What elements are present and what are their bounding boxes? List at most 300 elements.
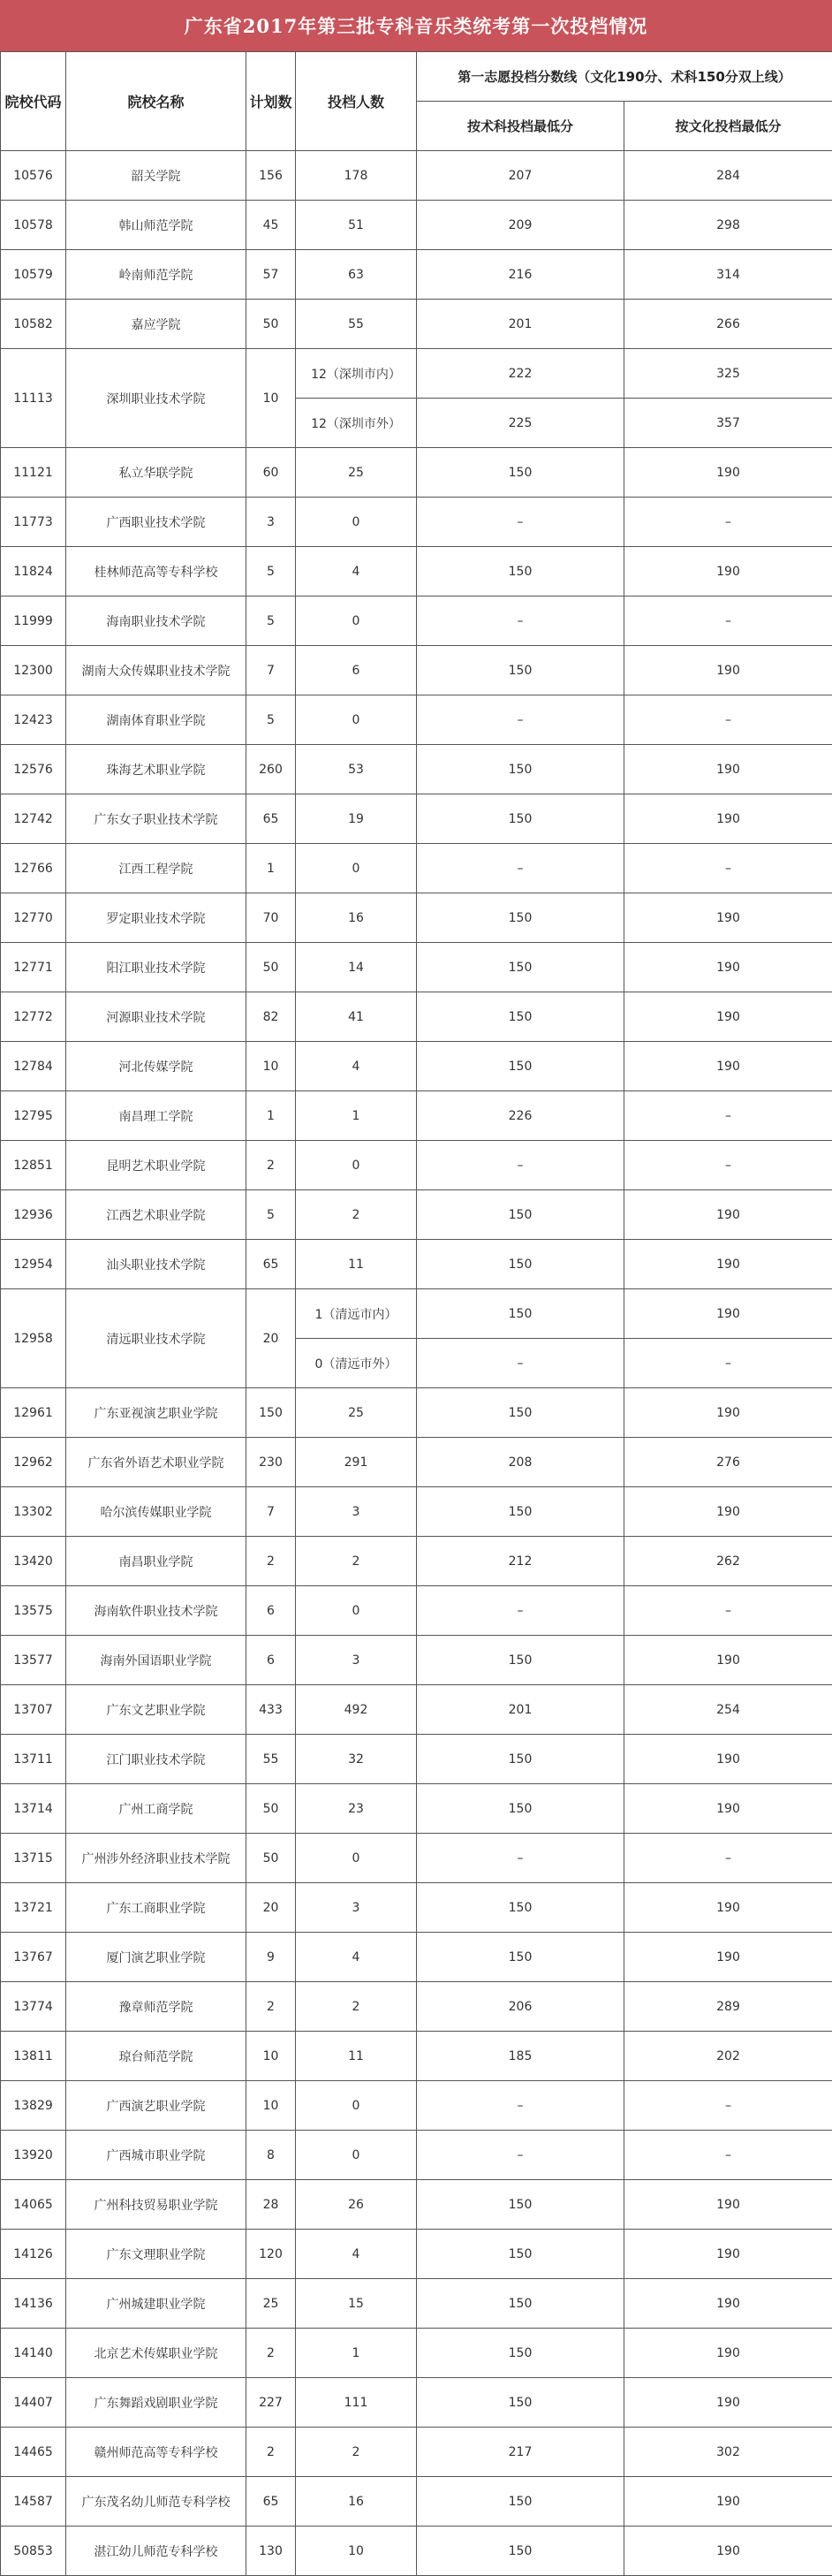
cell-skill-min: 150 (417, 2477, 624, 2527)
cell-count: 178 (296, 151, 417, 201)
cell-plan: 82 (246, 992, 296, 1042)
cell-count: 2 (296, 2428, 417, 2477)
cell-code: 10582 (1, 300, 66, 349)
cell-count: 55 (296, 300, 417, 349)
cell-plan: 130 (246, 2527, 296, 2576)
cell-count: 2 (296, 1190, 417, 1240)
cell-plan: 433 (246, 1685, 296, 1735)
cell-code: 12576 (1, 745, 66, 794)
cell-skill-min: 201 (417, 1685, 624, 1735)
cell-skill-min: 150 (417, 1735, 624, 1784)
cell-plan: 65 (246, 1240, 296, 1289)
cell-culture-min: – (624, 1339, 832, 1388)
cell-culture-min: 190 (624, 2527, 832, 2576)
cell-plan: 70 (246, 893, 296, 943)
cell-culture-min: – (624, 695, 832, 745)
cell-code: 11113 (1, 349, 66, 448)
cell-culture-min: 190 (624, 1289, 832, 1339)
cell-skill-min: 150 (417, 646, 624, 695)
cell-plan: 28 (246, 2180, 296, 2230)
cell-culture-min: 190 (624, 1388, 832, 1438)
table-row (1, 498, 832, 547)
cell-code: 11773 (1, 498, 66, 547)
cell-count: 25 (296, 1388, 417, 1438)
cell-plan: 6 (246, 1636, 296, 1685)
cell-name: 阳江职业技术学院 (66, 943, 246, 992)
cell-count: 16 (296, 893, 417, 943)
table-row (1, 1883, 832, 1933)
cell-plan: 10 (246, 2032, 296, 2081)
table-row (1, 1190, 832, 1240)
cell-count: 0 (296, 844, 417, 893)
cell-code: 12958 (1, 1289, 66, 1388)
table-row (1, 893, 832, 943)
cell-count: 32 (296, 1735, 417, 1784)
cell-name: 海南软件职业技术学院 (66, 1586, 246, 1636)
cell-culture-min: 190 (624, 893, 832, 943)
cell-code: 12766 (1, 844, 66, 893)
header-score-group: 第一志愿投档分数线（文化190分、术科150分双上线） (417, 52, 832, 102)
cell-skill-min: – (417, 2081, 624, 2131)
cell-skill-min: 150 (417, 992, 624, 1042)
cell-culture-min: – (624, 2131, 832, 2180)
cell-count: 14 (296, 943, 417, 992)
cell-culture-min: 289 (624, 1982, 832, 2032)
cell-count: 19 (296, 794, 417, 844)
cell-culture-min: 298 (624, 201, 832, 250)
cell-plan: 50 (246, 300, 296, 349)
cell-culture-min: 190 (624, 1636, 832, 1685)
table-row (1, 1240, 832, 1289)
cell-skill-min: 150 (417, 2279, 624, 2329)
cell-skill-min: 150 (417, 2230, 624, 2279)
cell-name: 南昌理工学院 (66, 1091, 246, 1141)
cell-code: 12962 (1, 1438, 66, 1487)
cell-plan: 156 (246, 151, 296, 201)
cell-code: 12771 (1, 943, 66, 992)
cell-code: 12784 (1, 1042, 66, 1091)
table-row (1, 1438, 832, 1487)
header-skill-min: 按术科投档最低分 (417, 102, 624, 151)
cell-code: 14587 (1, 2477, 66, 2527)
cell-name: 韶关学院 (66, 151, 246, 201)
cell-plan: 2 (246, 2428, 296, 2477)
cell-name: 赣州师范高等专科学校 (66, 2428, 246, 2477)
cell-count: 4 (296, 1933, 417, 1982)
cell-culture-min: – (624, 2081, 832, 2131)
cell-plan: 7 (246, 1487, 296, 1537)
cell-skill-min: 209 (417, 201, 624, 250)
cell-name: 海南外国语职业学院 (66, 1636, 246, 1685)
cell-count: 4 (296, 547, 417, 597)
cell-plan: 9 (246, 1933, 296, 1982)
header-plan: 计划数 (246, 52, 296, 151)
cell-count: 1 (296, 1091, 417, 1141)
header-code: 院校代码 (1, 52, 66, 151)
cell-culture-min: – (624, 844, 832, 893)
cell-code: 13715 (1, 1834, 66, 1883)
cell-count: 16 (296, 2477, 417, 2527)
cell-count: 41 (296, 992, 417, 1042)
cell-skill-min: 150 (417, 1636, 624, 1685)
cell-count: 0 (296, 2081, 417, 2131)
cell-culture-min: 254 (624, 1685, 832, 1735)
cell-skill-min: 207 (417, 151, 624, 201)
cell-count: 11 (296, 2032, 417, 2081)
table-row (1, 2428, 832, 2477)
cell-skill-min: 150 (417, 1487, 624, 1537)
cell-plan: 1 (246, 844, 296, 893)
table-row (1, 1487, 832, 1537)
table-row (1, 2329, 832, 2378)
cell-name: 广西演艺职业学院 (66, 2081, 246, 2131)
cell-skill-min: 216 (417, 250, 624, 300)
cell-name: 广州涉外经济职业技术学院 (66, 1834, 246, 1883)
cell-culture-min: – (624, 597, 832, 646)
cell-code: 14465 (1, 2428, 66, 2477)
admission-table (0, 51, 832, 2576)
cell-code: 12742 (1, 794, 66, 844)
cell-plan: 10 (246, 349, 296, 448)
cell-plan: 10 (246, 1042, 296, 1091)
cell-code: 14407 (1, 2378, 66, 2428)
cell-culture-min: 266 (624, 300, 832, 349)
cell-name: 广州科技贸易职业学院 (66, 2180, 246, 2230)
table-row (1, 695, 832, 745)
cell-name: 珠海艺术职业学院 (66, 745, 246, 794)
cell-skill-min: – (417, 1141, 624, 1190)
cell-count: 12（深圳市外） (296, 399, 417, 448)
table-row (1, 2230, 832, 2279)
cell-count: 0 (296, 1141, 417, 1190)
cell-count: 23 (296, 1784, 417, 1834)
table-row (1, 349, 832, 399)
cell-culture-min: 190 (624, 2230, 832, 2279)
table-row (1, 1735, 832, 1784)
cell-code: 13774 (1, 1982, 66, 2032)
cell-plan: 3 (246, 498, 296, 547)
cell-code: 10576 (1, 151, 66, 201)
cell-culture-min: 190 (624, 2378, 832, 2428)
cell-skill-min: 150 (417, 1933, 624, 1982)
header-count: 投档人数 (296, 52, 417, 151)
cell-name: 桂林师范高等专科学校 (66, 547, 246, 597)
cell-culture-min: 190 (624, 1883, 832, 1933)
cell-code: 12300 (1, 646, 66, 695)
cell-name: 广东舞蹈戏剧职业学院 (66, 2378, 246, 2428)
cell-plan: 45 (246, 201, 296, 250)
cell-count: 15 (296, 2279, 417, 2329)
cell-code: 14126 (1, 2230, 66, 2279)
cell-plan: 20 (246, 1289, 296, 1388)
cell-skill-min: 201 (417, 300, 624, 349)
cell-count: 6 (296, 646, 417, 695)
cell-code: 13577 (1, 1636, 66, 1685)
cell-count: 0 (296, 597, 417, 646)
table-row (1, 844, 832, 893)
cell-count: 3 (296, 1636, 417, 1685)
cell-culture-min: 190 (624, 2180, 832, 2230)
cell-code: 14136 (1, 2279, 66, 2329)
cell-code: 12423 (1, 695, 66, 745)
cell-plan: 5 (246, 547, 296, 597)
cell-code: 11121 (1, 448, 66, 498)
cell-skill-min: 150 (417, 448, 624, 498)
cell-count: 51 (296, 201, 417, 250)
cell-plan: 5 (246, 597, 296, 646)
cell-name: 嘉应学院 (66, 300, 246, 349)
cell-code: 12954 (1, 1240, 66, 1289)
cell-skill-min: 150 (417, 1784, 624, 1834)
cell-count: 1（清远市内） (296, 1289, 417, 1339)
cell-skill-min: 225 (417, 399, 624, 448)
cell-name: 韩山师范学院 (66, 201, 246, 250)
cell-code: 13829 (1, 2081, 66, 2131)
cell-count: 63 (296, 250, 417, 300)
cell-skill-min: 206 (417, 1982, 624, 2032)
cell-plan: 8 (246, 2131, 296, 2180)
cell-culture-min: 190 (624, 1933, 832, 1982)
cell-count: 2 (296, 1537, 417, 1586)
cell-code: 12772 (1, 992, 66, 1042)
cell-name: 私立华联学院 (66, 448, 246, 498)
cell-culture-min: – (624, 1091, 832, 1141)
table-row (1, 1388, 832, 1438)
cell-code: 11999 (1, 597, 66, 646)
cell-plan: 57 (246, 250, 296, 300)
cell-culture-min: 357 (624, 399, 832, 448)
table-row (1, 2279, 832, 2329)
table-row (1, 1933, 832, 1982)
cell-culture-min: 262 (624, 1537, 832, 1586)
cell-name: 广东茂名幼儿师范专科学校 (66, 2477, 246, 2527)
cell-skill-min: – (417, 597, 624, 646)
cell-name: 南昌职业学院 (66, 1537, 246, 1586)
cell-count: 111 (296, 2378, 417, 2428)
cell-name: 广东文理职业学院 (66, 2230, 246, 2279)
cell-count: 12（深圳市内） (296, 349, 417, 399)
cell-skill-min: 150 (417, 547, 624, 597)
cell-culture-min: – (624, 1834, 832, 1883)
cell-count: 0 (296, 1834, 417, 1883)
cell-skill-min: 222 (417, 349, 624, 399)
cell-skill-min: 150 (417, 2527, 624, 2576)
cell-count: 0 (296, 2131, 417, 2180)
cell-code: 12795 (1, 1091, 66, 1141)
cell-plan: 20 (246, 1883, 296, 1933)
cell-skill-min: – (417, 695, 624, 745)
cell-skill-min: 150 (417, 2378, 624, 2428)
cell-plan: 120 (246, 2230, 296, 2279)
table-row (1, 597, 832, 646)
cell-code: 12961 (1, 1388, 66, 1438)
table-row (1, 1141, 832, 1190)
cell-plan: 1 (246, 1091, 296, 1141)
cell-skill-min: 150 (417, 1042, 624, 1091)
cell-count: 0 (296, 695, 417, 745)
cell-name: 昆明艺术职业学院 (66, 1141, 246, 1190)
cell-culture-min: 190 (624, 2279, 832, 2329)
cell-plan: 2 (246, 1537, 296, 1586)
cell-name: 广东文艺职业学院 (66, 1685, 246, 1735)
cell-count: 3 (296, 1883, 417, 1933)
cell-name: 广州城建职业学院 (66, 2279, 246, 2329)
cell-plan: 230 (246, 1438, 296, 1487)
cell-culture-min: 190 (624, 1487, 832, 1537)
cell-culture-min: 190 (624, 2329, 832, 2378)
cell-name: 岭南师范学院 (66, 250, 246, 300)
cell-skill-min: 150 (417, 745, 624, 794)
cell-skill-min: 212 (417, 1537, 624, 1586)
cell-name: 厦门演艺职业学院 (66, 1933, 246, 1982)
cell-culture-min: 276 (624, 1438, 832, 1487)
cell-name: 哈尔滨传媒职业学院 (66, 1487, 246, 1537)
cell-count: 0 (296, 498, 417, 547)
cell-count: 3 (296, 1487, 417, 1537)
cell-culture-min: 190 (624, 794, 832, 844)
cell-skill-min: 150 (417, 1240, 624, 1289)
cell-skill-min: 226 (417, 1091, 624, 1141)
cell-plan: 50 (246, 1834, 296, 1883)
cell-culture-min: 190 (624, 1240, 832, 1289)
cell-culture-min: – (624, 1141, 832, 1190)
cell-skill-min: 208 (417, 1438, 624, 1487)
cell-name: 深圳职业技术学院 (66, 349, 246, 448)
cell-code: 13420 (1, 1537, 66, 1586)
cell-name: 广东女子职业技术学院 (66, 794, 246, 844)
table-row (1, 1042, 832, 1091)
table-row (1, 1289, 832, 1339)
cell-culture-min: 190 (624, 646, 832, 695)
cell-skill-min: 150 (417, 1289, 624, 1339)
cell-name: 汕头职业技术学院 (66, 1240, 246, 1289)
cell-code: 10578 (1, 201, 66, 250)
cell-plan: 6 (246, 1586, 296, 1636)
cell-count: 4 (296, 2230, 417, 2279)
cell-culture-min: 202 (624, 2032, 832, 2081)
cell-culture-min: 314 (624, 250, 832, 300)
cell-plan: 227 (246, 2378, 296, 2428)
cell-count: 2 (296, 1982, 417, 2032)
cell-count: 26 (296, 2180, 417, 2230)
table-row (1, 1982, 832, 2032)
table-row (1, 1784, 832, 1834)
cell-code: 13302 (1, 1487, 66, 1537)
cell-culture-min: 190 (624, 1190, 832, 1240)
cell-name: 广西城市职业学院 (66, 2131, 246, 2180)
cell-plan: 50 (246, 1784, 296, 1834)
cell-culture-min: 190 (624, 943, 832, 992)
table-row (1, 1636, 832, 1685)
cell-code: 11824 (1, 547, 66, 597)
cell-name: 河北传媒学院 (66, 1042, 246, 1091)
cell-culture-min: 190 (624, 547, 832, 597)
cell-plan: 65 (246, 2477, 296, 2527)
cell-culture-min: – (624, 498, 832, 547)
cell-name: 湖南大众传媒职业技术学院 (66, 646, 246, 695)
cell-skill-min: 150 (417, 1388, 624, 1438)
cell-name: 琼台师范学院 (66, 2032, 246, 2081)
table-row (1, 151, 832, 201)
cell-name: 广东亚视演艺职业学院 (66, 1388, 246, 1438)
cell-name: 广东工商职业学院 (66, 1883, 246, 1933)
header-row (1, 52, 832, 102)
cell-code: 13575 (1, 1586, 66, 1636)
cell-name: 湖南体育职业学院 (66, 695, 246, 745)
cell-culture-min: 190 (624, 1784, 832, 1834)
cell-culture-min: 190 (624, 1735, 832, 1784)
cell-culture-min: 190 (624, 2477, 832, 2527)
cell-code: 12770 (1, 893, 66, 943)
table-row (1, 547, 832, 597)
cell-plan: 55 (246, 1735, 296, 1784)
cell-plan: 5 (246, 695, 296, 745)
cell-plan: 5 (246, 1190, 296, 1240)
cell-code: 14065 (1, 2180, 66, 2230)
cell-skill-min: 217 (417, 2428, 624, 2477)
cell-code: 10579 (1, 250, 66, 300)
cell-name: 江西艺术职业学院 (66, 1190, 246, 1240)
cell-skill-min: – (417, 498, 624, 547)
cell-name: 湛江幼儿师范专科学校 (66, 2527, 246, 2576)
cell-plan: 25 (246, 2279, 296, 2329)
cell-skill-min: 150 (417, 893, 624, 943)
cell-plan: 50 (246, 943, 296, 992)
table-row (1, 1834, 832, 1883)
cell-culture-min: 190 (624, 1042, 832, 1091)
cell-name: 广东省外语艺术职业学院 (66, 1438, 246, 1487)
table-row (1, 2081, 832, 2131)
cell-culture-min: 190 (624, 745, 832, 794)
cell-culture-min: 190 (624, 448, 832, 498)
cell-name: 广州工商学院 (66, 1784, 246, 1834)
cell-skill-min: 150 (417, 794, 624, 844)
cell-plan: 150 (246, 1388, 296, 1438)
table-row (1, 943, 832, 992)
cell-plan: 260 (246, 745, 296, 794)
table-row (1, 2131, 832, 2180)
cell-skill-min: – (417, 2131, 624, 2180)
cell-culture-min: 284 (624, 151, 832, 201)
table-row (1, 2032, 832, 2081)
table-row (1, 745, 832, 794)
cell-code: 14140 (1, 2329, 66, 2378)
table-row (1, 2527, 832, 2576)
cell-culture-min: 302 (624, 2428, 832, 2477)
cell-name: 北京艺术传媒职业学院 (66, 2329, 246, 2378)
cell-count: 0 (296, 1586, 417, 1636)
cell-skill-min: 150 (417, 1190, 624, 1240)
cell-name: 豫章师范学院 (66, 1982, 246, 2032)
table-row (1, 2477, 832, 2527)
cell-plan: 2 (246, 2329, 296, 2378)
cell-code: 13714 (1, 1784, 66, 1834)
table-row (1, 448, 832, 498)
cell-plan: 10 (246, 2081, 296, 2131)
cell-code: 12936 (1, 1190, 66, 1240)
cell-skill-min: 150 (417, 1883, 624, 1933)
cell-plan: 2 (246, 1982, 296, 2032)
table-row (1, 250, 832, 300)
table-row (1, 646, 832, 695)
page-title: 广东省2017年第三批专科音乐类统考第一次投档情况 (0, 0, 832, 51)
cell-skill-min: 150 (417, 943, 624, 992)
cell-code: 13767 (1, 1933, 66, 1982)
cell-skill-min: – (417, 844, 624, 893)
cell-skill-min: – (417, 1834, 624, 1883)
header-culture-min: 按文化投档最低分 (624, 102, 832, 151)
cell-plan: 65 (246, 794, 296, 844)
